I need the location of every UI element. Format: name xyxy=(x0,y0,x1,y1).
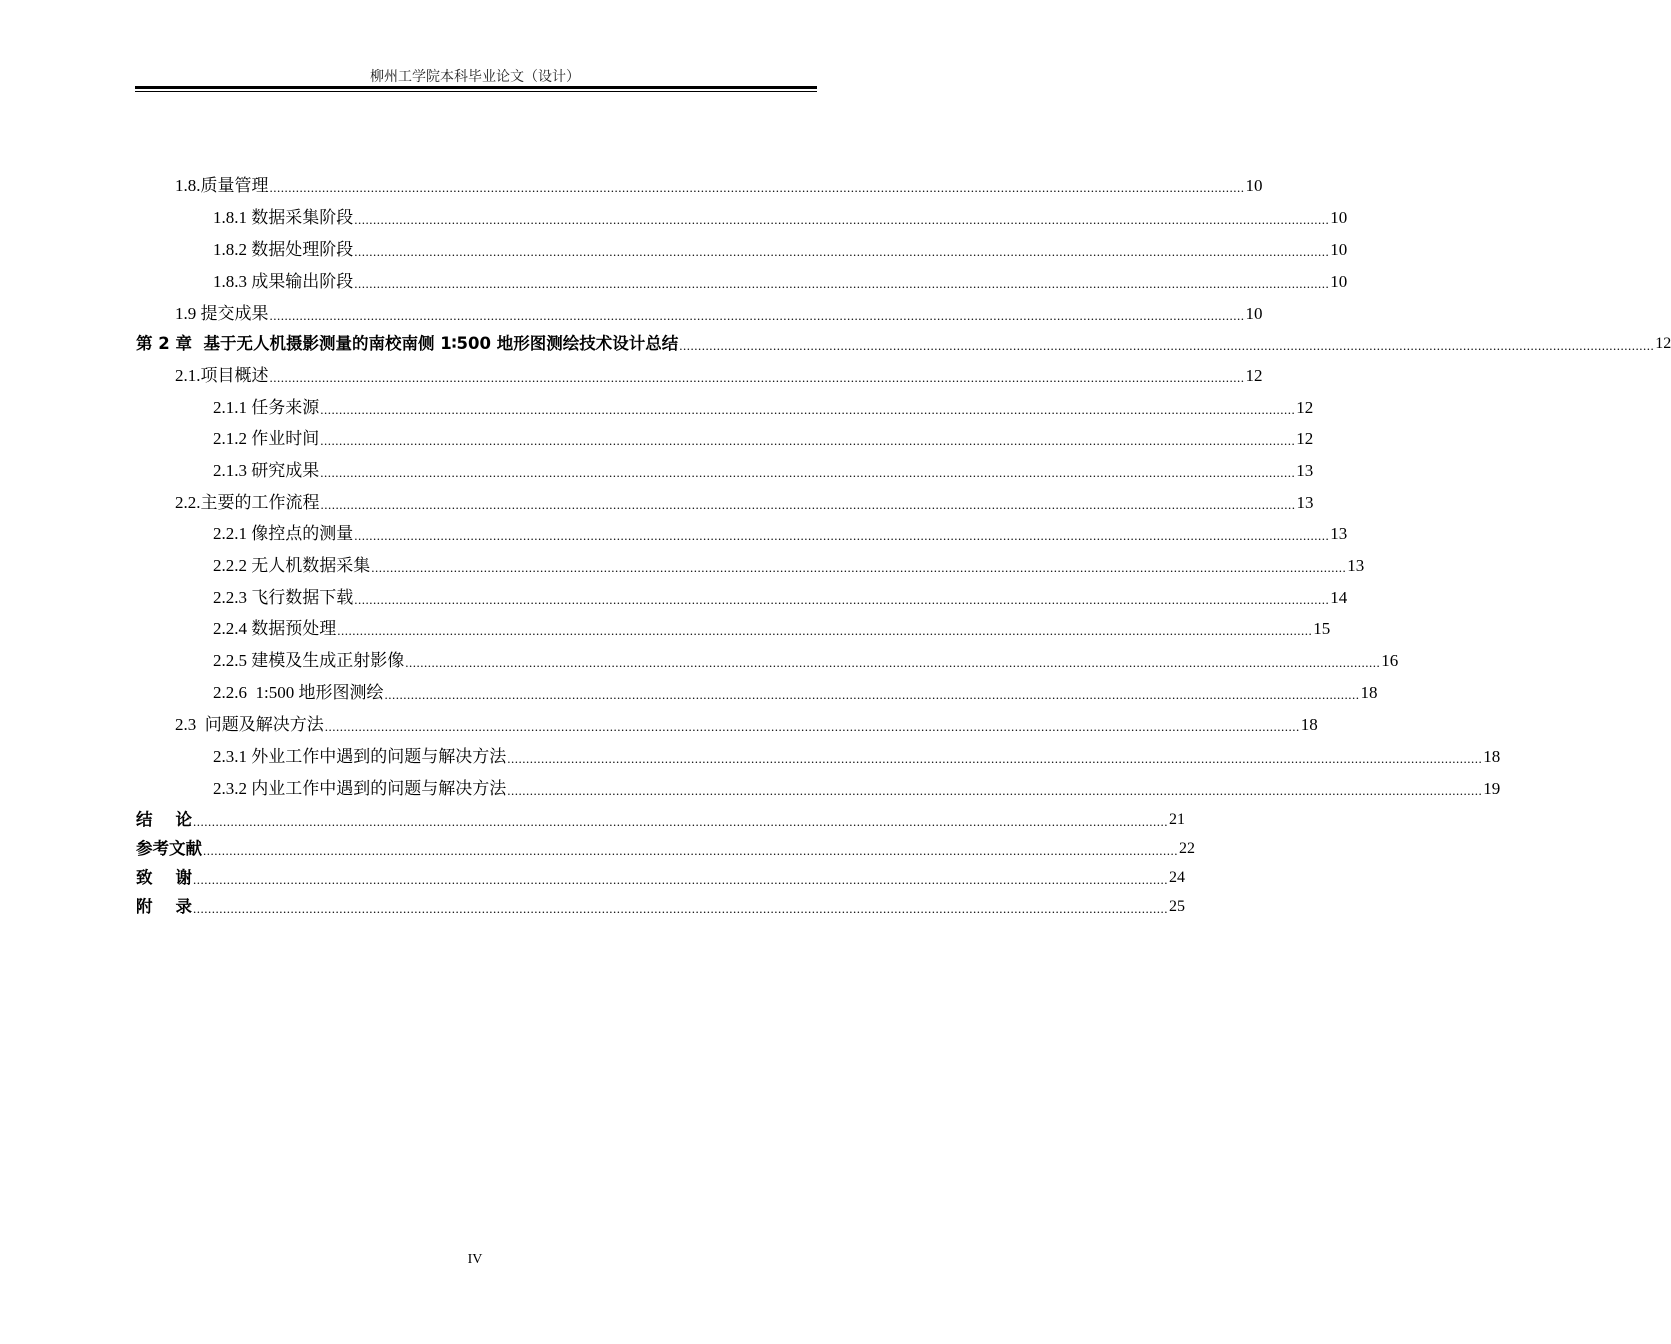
toc-dot-leader: .................................................................................................................................................................................................................................................................... xyxy=(337,623,1313,638)
toc-entry-page: 12 xyxy=(1296,429,1314,448)
toc-entry[interactable] xyxy=(213,238,1348,262)
toc-entry-label: 2.2.主要的工作流程 xyxy=(175,493,320,512)
toc-dot-leader: .................................................................................................................................................................................................................................................................... xyxy=(192,872,1168,887)
toc-dot-leader: .................................................................................................................................................................................................................................................................... xyxy=(320,402,1296,417)
toc-entry-page: 25 xyxy=(1168,898,1185,915)
toc-entry-label: 1.8.1 数据采集阶段 xyxy=(213,208,354,227)
toc-entry-page: 14 xyxy=(1330,588,1348,607)
toc-entry[interactable] xyxy=(213,649,1399,673)
toc-entry[interactable] xyxy=(175,302,1263,326)
toc-entry-label: 1.8.质量管理 xyxy=(175,176,269,195)
toc-entry[interactable] xyxy=(213,522,1348,546)
toc-entry-label: 2.1.3 研究成果 xyxy=(213,461,320,480)
toc-dot-leader: .................................................................................................................................................................................................................................................................... xyxy=(507,783,1483,798)
toc-entry-label: 1.9 提交成果 xyxy=(175,304,269,323)
toc-entry[interactable] xyxy=(213,396,1314,420)
toc-entry-page: 15 xyxy=(1313,619,1331,638)
toc-entry-label: 2.1.项目概述 xyxy=(175,366,269,385)
toc-entry-page: 19 xyxy=(1483,779,1501,798)
toc-entry-label: 第 2 章 基于无人机摄影测量的南校南侧 1∶500 地形图测绘技术设计总结 xyxy=(136,334,679,353)
toc-dot-leader: .................................................................................................................................................................................................................................................................... xyxy=(269,308,1245,323)
toc-entry-label: 1.8.2 数据处理阶段 xyxy=(213,240,354,259)
toc-entry-label: 2.2.4 数据预处理 xyxy=(213,619,337,638)
toc-entry[interactable] xyxy=(213,554,1365,578)
toc-entry-page: 12 xyxy=(1296,398,1314,417)
toc-entry-page: 10 xyxy=(1245,176,1263,195)
toc-entry[interactable] xyxy=(213,586,1348,610)
toc-entry-page: 13 xyxy=(1347,556,1365,575)
toc-entry-page: 13 xyxy=(1296,493,1314,512)
toc-entry-page: 10 xyxy=(1330,272,1348,291)
toc-entry-page: 21 xyxy=(1168,811,1185,828)
toc-entry-page: 12 xyxy=(1655,335,1671,352)
toc-entry[interactable] xyxy=(175,491,1314,515)
toc-entry-label: 2.3.2 内业工作中遇到的问题与解决方法 xyxy=(213,779,507,798)
toc-dot-leader: .................................................................................................................................................................................................................................................................... xyxy=(192,901,1168,916)
toc-entry-label: 2.2.5 建模及生成正射影像 xyxy=(213,651,405,670)
toc-dot-leader: .................................................................................................................................................................................................................................................................... xyxy=(371,560,1347,575)
toc-entry-page: 16 xyxy=(1381,651,1399,670)
toc-entry[interactable] xyxy=(136,895,1185,919)
toc-entry-label: 附 录 xyxy=(136,897,192,916)
toc-dot-leader: .................................................................................................................................................................................................................................................................... xyxy=(384,687,1360,702)
toc-entry-page: 13 xyxy=(1330,524,1348,543)
page-number: IV xyxy=(467,1252,483,1267)
toc-entry[interactable] xyxy=(175,174,1263,198)
toc-entry[interactable] xyxy=(213,617,1331,641)
toc-dot-leader: .................................................................................................................................................................................................................................................................... xyxy=(203,843,1178,858)
toc-entry-label: 2.2.6 1:500 地形图测绘 xyxy=(213,683,384,702)
toc-entry[interactable] xyxy=(175,713,1318,737)
toc-dot-leader: .................................................................................................................................................................................................................................................................... xyxy=(354,244,1330,259)
toc-dot-leader: .................................................................................................................................................................................................................................................................... xyxy=(679,338,1655,353)
toc-entry[interactable] xyxy=(213,206,1348,230)
toc-entry[interactable] xyxy=(136,866,1185,890)
toc-entry-label: 2.3.1 外业工作中遇到的问题与解决方法 xyxy=(213,747,507,766)
toc-dot-leader: .................................................................................................................................................................................................................................................................... xyxy=(320,465,1296,480)
toc-entry[interactable] xyxy=(213,270,1348,294)
toc-dot-leader: .................................................................................................................................................................................................................................................................... xyxy=(269,180,1245,195)
toc-dot-leader: .................................................................................................................................................................................................................................................................... xyxy=(324,719,1300,734)
toc-entry-page: 18 xyxy=(1483,747,1501,766)
toc-entry[interactable] xyxy=(175,364,1263,388)
toc-dot-leader: .................................................................................................................................................................................................................................................................... xyxy=(269,370,1245,385)
toc-dot-leader: .................................................................................................................................................................................................................................................................... xyxy=(405,655,1381,670)
toc-dot-leader: .................................................................................................................................................................................................................................................................... xyxy=(320,433,1296,448)
toc-entry-page: 10 xyxy=(1330,240,1348,259)
toc-entry-page: 22 xyxy=(1179,840,1195,857)
toc-dot-leader: .................................................................................................................................................................................................................................................................... xyxy=(354,592,1330,607)
toc-entry-label: 2.2.3 飞行数据下载 xyxy=(213,588,354,607)
toc-dot-leader: .................................................................................................................................................................................................................................................................... xyxy=(320,497,1296,512)
toc-entry-label: 2.2.1 像控点的测量 xyxy=(213,524,354,543)
toc-entry-label: 致 谢 xyxy=(136,868,192,887)
toc-entry-label: 2.2.2 无人机数据采集 xyxy=(213,556,371,575)
toc-entry[interactable] xyxy=(136,837,1195,861)
toc-dot-leader: .................................................................................................................................................................................................................................................................... xyxy=(507,751,1483,766)
toc-entry-label: 2.1.2 作业时间 xyxy=(213,429,320,448)
toc-entry-page: 24 xyxy=(1168,869,1185,886)
toc-entry[interactable] xyxy=(213,427,1314,451)
toc-dot-leader: .................................................................................................................................................................................................................................................................... xyxy=(354,212,1330,227)
toc-entry-label: 2.3 问题及解决方法 xyxy=(175,715,324,734)
toc-entry-page: 10 xyxy=(1330,208,1348,227)
toc-entry-page: 18 xyxy=(1300,715,1318,734)
toc-entry-label: 2.1.1 任务来源 xyxy=(213,398,320,417)
toc-entry-label: 1.8.3 成果输出阶段 xyxy=(213,272,354,291)
toc-entry-page: 18 xyxy=(1360,683,1378,702)
toc-entry[interactable] xyxy=(213,459,1314,483)
toc-entry[interactable] xyxy=(136,332,1671,356)
toc-entry[interactable] xyxy=(213,777,1501,801)
toc-entry-page: 10 xyxy=(1245,304,1263,323)
header-title: 柳州工学院本科毕业论文（设计） xyxy=(370,70,580,85)
toc-entry-page: 12 xyxy=(1245,366,1263,385)
toc-dot-leader: .................................................................................................................................................................................................................................................................... xyxy=(354,276,1330,291)
toc-entry[interactable] xyxy=(136,808,1185,832)
toc-entry-label: 参考文献 xyxy=(136,839,202,858)
toc-entry-label: 结 论 xyxy=(136,810,192,829)
toc-entry[interactable] xyxy=(213,681,1378,705)
toc-entry[interactable] xyxy=(213,745,1501,769)
toc-dot-leader: .................................................................................................................................................................................................................................................................... xyxy=(192,814,1168,829)
toc-entry-page: 13 xyxy=(1296,461,1314,480)
toc-dot-leader: .................................................................................................................................................................................................................................................................... xyxy=(354,528,1330,543)
